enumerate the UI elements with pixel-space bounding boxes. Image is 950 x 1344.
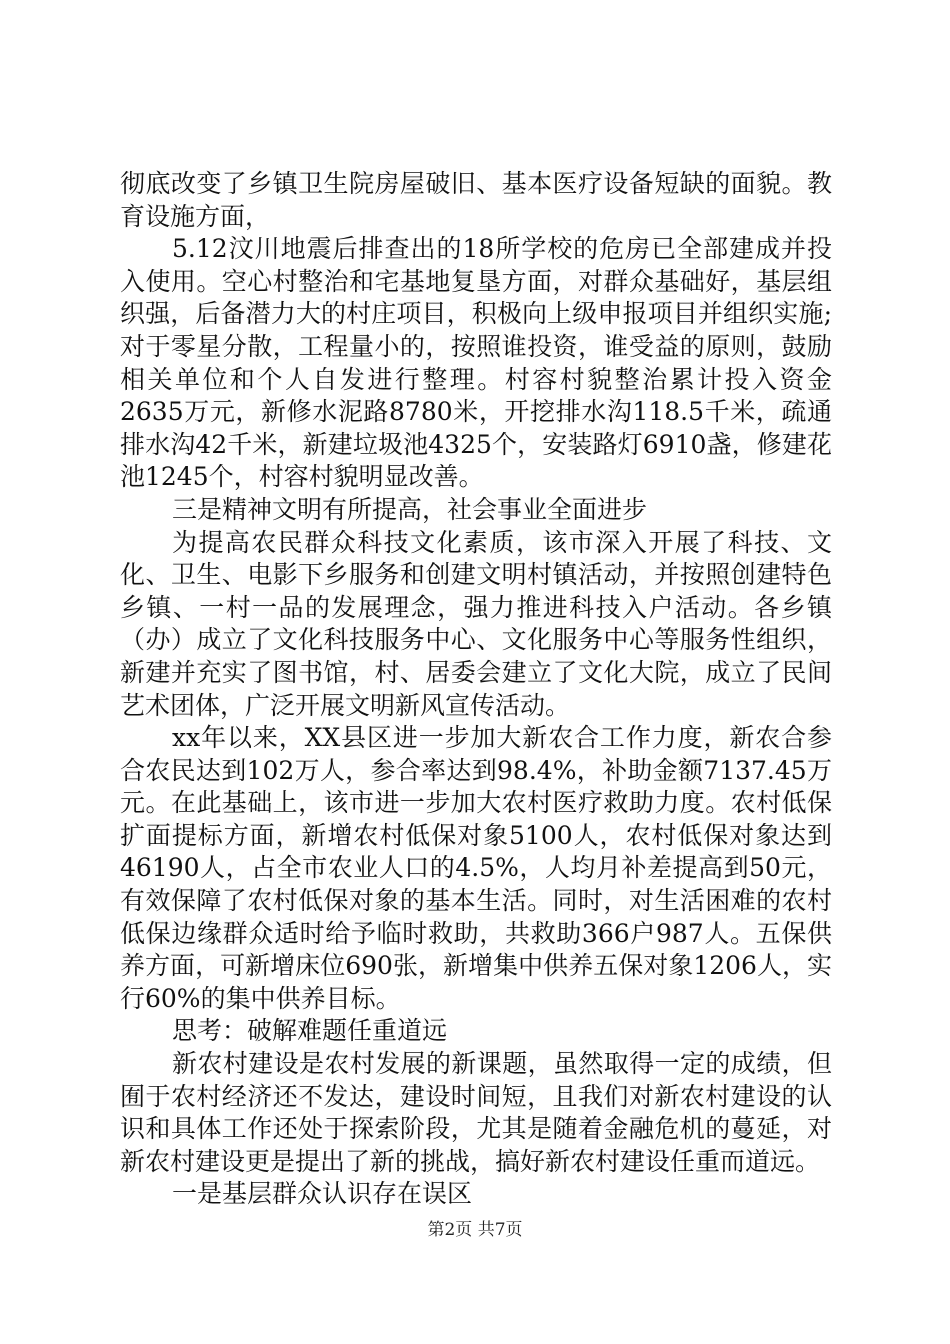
document-body — [120, 168, 832, 1211]
section-heading-misconception: 一是基层群众认识存在误区 — [172, 1179, 473, 1209]
paragraph-4: xx年以来，XX县区进一步加大新农合工作力度，新农合参合农民达到102万人，参合率达到98.4%，补助金额7137.45万元。在此基础上，该市进一步加大农村医疗救助力度。农村低保扩面提标方面，新增农村低保对象5100人，农村低保对象达到46190人，占全市农业人口的4.5%，人均月补差提高到50元，有效保障了农村低保对象的基本生活。同时，对生活困难的农村低保边缘群众适时给予临时救助，共救助366户987人。五保供养方面，可新增床位690张，新增集中供养五保对象1206人，实行60%的集中供养目标。 — [120, 723, 832, 1013]
paragraph-5: 新农村建设是农村发展的新课题，虽然取得一定的成绩，但囿于农村经济还不发达，建设时间短，且我们对新农村建设的认识和具体工作还处于探索阶段，尤其是随着金融危机的蔓延，对新农村建设更是提出了新的挑战，搞好新农村建设任重而道远。 — [120, 1049, 832, 1176]
page-number-footer: 第2页 共7页 — [427, 1220, 523, 1240]
paragraph-3: 为提高农民群众科技文化素质，该市深入开展了科技、文化、卫生、电影下乡服务和创建文明村镇活动，并按照创建特色乡镇、一村一品的发展理念，强力推进科技入户活动。各乡镇（办）成立了文化科技服务中心、文化服务中心等服务性组织，新建并充实了图书馆，村、居委会建立了文化大院，成立了民间艺术团体，广泛开展文明新风宣传活动。 — [120, 527, 832, 720]
section-heading-spiritual-civilization: 三是精神文明有所提高，社会事业全面进步 — [172, 494, 648, 524]
section-heading-thinking: 思考：破解难题任重道远 — [172, 1016, 448, 1046]
paragraph-1: 彻底改变了乡镇卫生院房屋破旧、基本医疗设备短缺的面貌。教育设施方面， — [120, 169, 832, 231]
paragraph-2: 5.12汶川地震后排查出的18所学校的危房已全部建成并投入使用。空心村整治和宅基地复垦方面，对群众基础好，基层组织强，后备潜力大的村庄项目，积极向上级申报项目并组织实施;对于零星分散，工程量小的，按照谁投资，谁受益的原则，鼓励相关单位和个人自发进行整理。村容村貌整治累计投入资金2635万元，新修水泥路8780米，开挖排水沟118.5千米，疏通排水沟42千米，新建垃圾池4325个，安装路灯6910盏，修建花池1245个，村容村貌明显改善。 — [120, 234, 832, 492]
